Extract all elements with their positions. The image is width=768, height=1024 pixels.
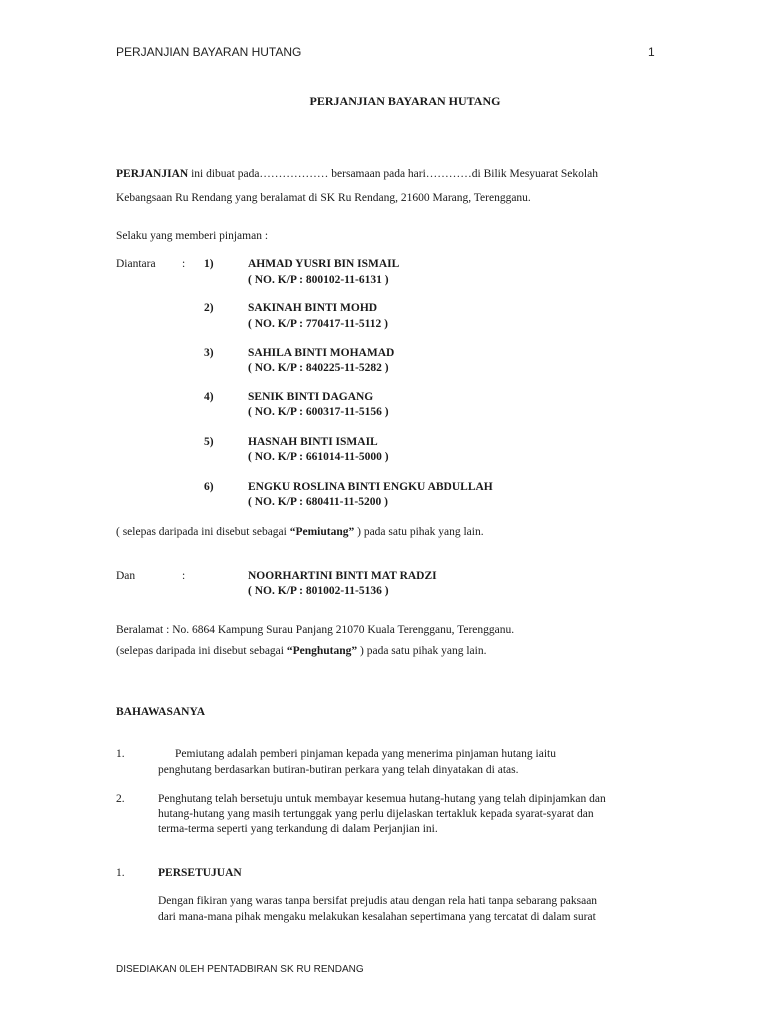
lender-5-name: HASNAH BINTI ISMAIL xyxy=(248,436,378,448)
bahawasanya-heading: BAHAWASANYA xyxy=(116,706,206,718)
lender-4-name: SENIK BINTI DAGANG xyxy=(248,391,374,403)
intro-line-1-text: ini dibuat pada……………… bersamaan pada hari…………di Bilik Mesyuarat Sekolah xyxy=(188,168,598,180)
lender-1-ic: ( NO. K/P : 800102-11-6131 ) xyxy=(248,274,389,286)
lender-2-number: 2) xyxy=(204,302,214,314)
intro-lead: PERJANJIAN xyxy=(116,168,189,180)
lender-6-name: ENGKU ROSLINA BINTI ENGKU ABDULLAH xyxy=(248,481,493,493)
clause-2-line-3: terma-terma seperti yang terkandung di dalam Perjanjian ini. xyxy=(158,823,438,835)
footer-text: DISEDIAKAN 0LEH PENTADBIRAN SK RU RENDANG xyxy=(116,964,364,975)
clause-2-line-1: Penghutang telah bersetuju untuk membayar kesemua hutang-hutang yang telah dipinjamkan dan xyxy=(158,793,606,805)
dan-label: Dan xyxy=(116,570,136,582)
section-1-title: PERSETUJUAN xyxy=(158,867,242,879)
lender-6-number: 6) xyxy=(204,481,214,493)
penghutang-note-pre: (selepas daripada ini disebut sebagai xyxy=(116,645,287,657)
lender-5-ic: ( NO. K/P : 661014-11-5000 ) xyxy=(248,451,389,463)
lender-3-ic: ( NO. K/P : 840225-11-5282 ) xyxy=(248,362,389,374)
pemiutang-note xyxy=(116,526,484,538)
clause-1-number: 1. xyxy=(116,748,125,760)
intro-line-1 xyxy=(116,168,598,180)
clause-1-line-2: penghutang berdasarkan butiran-butiran perkara yang telah dinyatakan di atas. xyxy=(158,764,519,776)
lenders-intro: Selaku yang memberi pinjaman : xyxy=(116,230,269,242)
penghutang-term: “Penghutang” xyxy=(286,645,358,657)
clause-1-line-1: Pemiutang adalah pemberi pinjaman kepada yang menerima pinjaman hutang iaitu xyxy=(175,748,556,760)
borrower-address: Beralamat : No. 6864 Kampung Surau Panjang 21070 Kuala Terengganu, Terengganu. xyxy=(116,624,515,636)
penghutang-note xyxy=(116,645,486,657)
diantara-colon: : xyxy=(182,258,186,270)
lender-2-ic: ( NO. K/P : 770417-11-5112 ) xyxy=(248,318,388,330)
lender-3-number: 3) xyxy=(204,347,214,359)
page-number: 1 xyxy=(648,45,655,59)
running-header-title: PERJANJIAN BAYARAN HUTANG xyxy=(116,45,302,59)
document-title: PERJANJIAN BAYARAN HUTANG xyxy=(309,94,501,108)
borrower-ic: ( NO. K/P : 801002-11-5136 ) xyxy=(248,585,389,597)
section-1-line-2: dari mana-mana pihak mengaku melakukan kesalahan sepertimana yang tercatat di dalam surat xyxy=(158,911,596,923)
clause-2-number: 2. xyxy=(116,793,125,805)
penghutang-note-post: ) pada satu pihak yang lain. xyxy=(357,645,487,657)
lender-6-ic: ( NO. K/P : 680411-11-5200 ) xyxy=(248,496,388,508)
dan-colon: : xyxy=(182,570,186,582)
lender-4-ic: ( NO. K/P : 600317-11-5156 ) xyxy=(248,406,389,418)
pemiutang-note-post: ) pada satu pihak yang lain. xyxy=(354,526,484,538)
diantara-label: Diantara xyxy=(116,258,156,270)
lender-4-number: 4) xyxy=(204,391,214,403)
section-1-line-1: Dengan fikiran yang waras tanpa bersifat prejudis atau dengan rela hati tanpa sebarang paksaan xyxy=(158,895,598,907)
clause-2-line-2: hutang-hutang yang masih tertunggak yang perlu dijelaskan tertakluk kepada syarat-syarat dan xyxy=(158,808,594,820)
lender-5-number: 5) xyxy=(204,436,214,448)
lender-1-name: AHMAD YUSRI BIN ISMAIL xyxy=(248,258,400,270)
lender-2-name: SAKINAH BINTI MOHD xyxy=(248,302,378,314)
section-1-number: 1. xyxy=(116,867,125,879)
lender-3-name: SAHILA BINTI MOHAMAD xyxy=(248,347,395,359)
lender-1-number: 1) xyxy=(204,258,214,270)
pemiutang-note-pre: ( selepas daripada ini disebut sebagai xyxy=(116,526,290,538)
pemiutang-term: “Pemiutang” xyxy=(289,526,355,538)
intro-line-2: Kebangsaan Ru Rendang yang beralamat di SK Ru Rendang, 21600 Marang, Terengganu. xyxy=(116,192,531,204)
borrower-name: NOORHARTINI BINTI MAT RADZI xyxy=(248,570,437,582)
